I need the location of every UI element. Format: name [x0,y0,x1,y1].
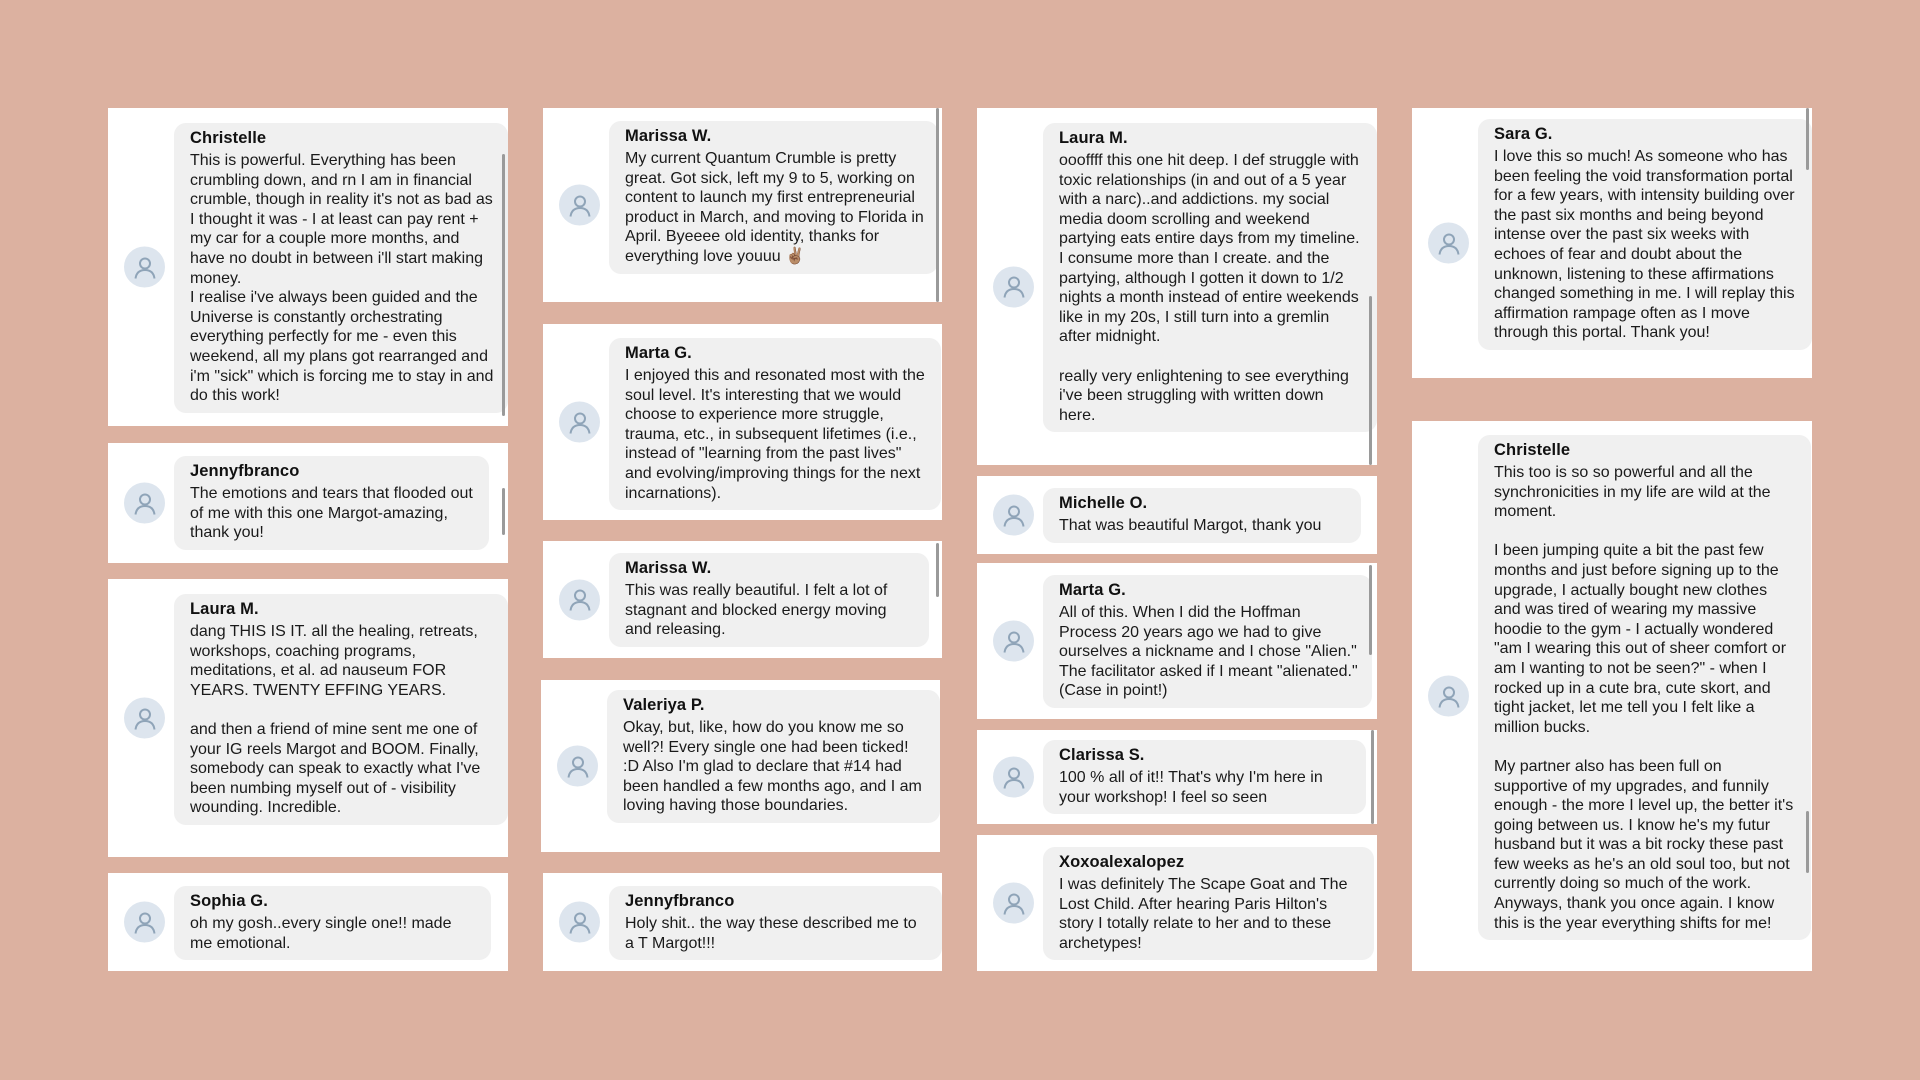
commenter-name: Michelle O. [1059,494,1148,512]
commenter-name: Jennyfbranco [625,892,735,910]
comment-text: That was beautiful Margot, thank you [1059,517,1322,534]
user-icon [566,754,590,778]
comment-text: The emotions and tears that flooded out of me with this one Margot-amazing, thank you! [190,485,473,542]
avatar [124,483,165,524]
commenter-name: Christelle [1494,441,1571,459]
user-icon [1002,503,1026,527]
user-icon [1437,231,1461,255]
comment-bubble [174,594,508,825]
comment-text: Okay, but, like, how do you know me so well?! Every single one had been ticked! :D Also I'm glad to declare that #14 had been handled a few months ago, and I am loving having those boundaries. [623,719,922,815]
avatar [993,757,1034,798]
comment-bubble [1478,119,1812,350]
comment-card [977,108,1377,465]
user-icon [568,588,592,612]
avatar [557,746,598,787]
comment-text: I enjoyed this and resonated most with the soul level. It's interesting that we would choose to experience more struggle, trauma, etc., in subsequent lifetimes (i.e., instead of "learning from the past lives" and evolving/improving things for the next incarnations). [625,367,925,502]
comment-card [108,108,508,426]
comment-text: My current Quantum Crumble is pretty great. Got sick, left my 9 to 5, working on content to launch my first entrepreneurial product in March, and moving to Florida in April. Byeeee old identity, thanks for everything love youuu ✌🏽 [625,150,924,265]
comment-text: 100 % all of it!! That's why I'm here in your workshop! I feel so seen [1059,769,1323,806]
scrollbar[interactable] [502,488,505,535]
commenter-name: Marissa W. [625,127,712,145]
comment-card [977,835,1377,971]
comment-bubble [1478,435,1811,940]
commenter-name: Xoxoalexalopez [1059,853,1185,871]
comment-text: Holy shit.. the way these described me to a T Margot!!! [625,915,917,952]
comment-text: This is powerful. Everything has been crumbling down, and rn I am in financial crumble, though in reality it's not as bad as I thought it was - I at least can pay rent + my car for a couple more months, and have no doubt in between i'll start making money. I realise i've always been guided and the Universe is constantly orchestrating everything perfectly for me - even this weekend, all my plans got rearranged and i'm "sick" which is forcing me to stay in and do this work! [190,152,494,405]
user-icon [1002,275,1026,299]
avatar [1428,223,1469,264]
comment-card [108,873,508,971]
comment-card [977,730,1377,824]
avatar [993,621,1034,662]
comment-bubble [609,121,938,274]
commenter-name: Valeriya P. [623,696,705,714]
comment-card [108,443,508,563]
user-icon [133,910,157,934]
comment-bubble [174,456,489,550]
avatar [993,266,1034,307]
comment-bubble [607,690,940,823]
comment-bubble [609,553,929,647]
commenter-name: Jennyfbranco [190,462,300,480]
comment-card [543,541,942,658]
comment-bubble [1043,488,1361,543]
user-icon [1437,684,1461,708]
commenter-name: Sophia G. [190,892,268,910]
scrollbar[interactable] [1806,108,1809,170]
user-icon [1002,891,1026,915]
avatar [993,495,1034,536]
avatar [124,247,165,288]
avatar [559,402,600,443]
user-icon [133,491,157,515]
commenter-name: Marissa W. [625,559,712,577]
comment-text: This was really beautiful. I felt a lot of stagnant and blocked energy moving and releasing. [625,582,888,639]
scrollbar[interactable] [936,543,939,597]
commenter-name: Sara G. [1494,125,1553,143]
comment-card [977,563,1377,719]
avatar [124,902,165,943]
comment-bubble [174,886,491,960]
user-icon [1002,629,1026,653]
comment-card [1412,108,1812,378]
user-icon [133,255,157,279]
user-icon [568,910,592,934]
comment-card [543,873,942,971]
avatar [124,698,165,739]
commenter-name: Christelle [190,129,267,147]
avatar [559,579,600,620]
comment-text: oh my gosh..every single one!! made me emotional. [190,915,452,952]
avatar [559,185,600,226]
comment-bubble [174,123,508,413]
comment-text: dang THIS IS IT. all the healing, retreats, workshops, coaching programs, meditations, et al. ad nauseum FOR YEARS. TWENTY EFFING YEARS. and then a friend of mine sent me one of your IG reels Margot and BOOM. Finally, somebody can speak to exactly what I've been numbing myself out of - visibility wounding. Incredible. [190,623,481,817]
comment-bubble [609,886,942,960]
scrollbar[interactable] [1369,565,1372,655]
scrollbar[interactable] [1371,730,1374,824]
commenter-name: Clarissa S. [1059,746,1145,764]
user-icon [568,410,592,434]
comment-text: I was definitely The Scape Goat and The Lost Child. After hearing Paris Hilton's story I totally relate to her and to these archetypes! [1059,876,1348,952]
comment-card [541,680,940,852]
comment-card [108,579,508,857]
comment-bubble [1043,847,1374,960]
comment-card [1412,421,1812,971]
comment-text: I love this so much! As someone who has been feeling the void transformation portal for a few years, with intensity building over the past six months and being beyond intense over the past six weeks with echoes of fear and doubt about the unknown, listening to these affirmations changed something in me. I will replay this affirmation rampage often as I move through this portal. Thank you! [1494,148,1795,342]
commenter-name: Marta G. [625,344,692,362]
comment-text: oooffff this one hit deep. I def struggle with toxic relationships (in and out of a 5 year with a narc)..and addictions. my social media doom scrolling and weekend partying eats entire days from my timeline. I consume more than I create. and the partying, although I gotten it down to 1/2 nights a month instead of entire weekends like in my 20s, I still turn into a gremlin after midnight. really very enlightening to see everything i've been struggling with written down here. [1059,152,1360,424]
comment-bubble [1043,575,1372,708]
comment-card [977,476,1377,554]
scrollbar[interactable] [1806,811,1809,873]
user-icon [1002,765,1026,789]
commenter-name: Laura M. [190,600,259,618]
commenter-name: Laura M. [1059,129,1128,147]
comment-card [543,324,942,520]
commenter-name: Marta G. [1059,581,1126,599]
comment-text: This too is so so powerful and all the synchronicities in my life are wild at the moment. I been jumping quite a bit the past few months and just before signing up to the upgrade, I actually bought new clothes and was tired of wearing my massive hoodie to the gym - I actually wondered "am I wearing this out of sheer comfort or am I wanting to not be seen?" - when I rocked up in a cute bra, cute skort, and tight jacket, let me tell you I felt like a million bucks. My partner also has been full on supportive of my upgrades, and funnily enough - the more I level up, the better it's going between us. I know he's my futur husband but it was a bit rocky these past few weeks as he's an old soul too, but not currently doing so much of the work. Anyways, thank you once again. I know this is the year everything shifts for me! [1494,464,1794,932]
user-icon [133,706,157,730]
comment-card [543,108,942,302]
scrollbar[interactable] [936,108,939,302]
avatar [993,883,1034,924]
user-icon [568,193,592,217]
scrollbar[interactable] [502,154,505,416]
comment-text: All of this. When I did the Hoffman Process 20 years ago we had to give ourselves a nickname and I chose "Alien." The facilitator asked if I meant "alienated." (Case in point!) [1059,604,1358,700]
comment-bubble [609,338,941,510]
avatar [559,902,600,943]
comment-bubble [1043,123,1377,432]
scrollbar[interactable] [1369,296,1372,465]
comment-bubble [1043,740,1366,814]
avatar [1428,676,1469,717]
